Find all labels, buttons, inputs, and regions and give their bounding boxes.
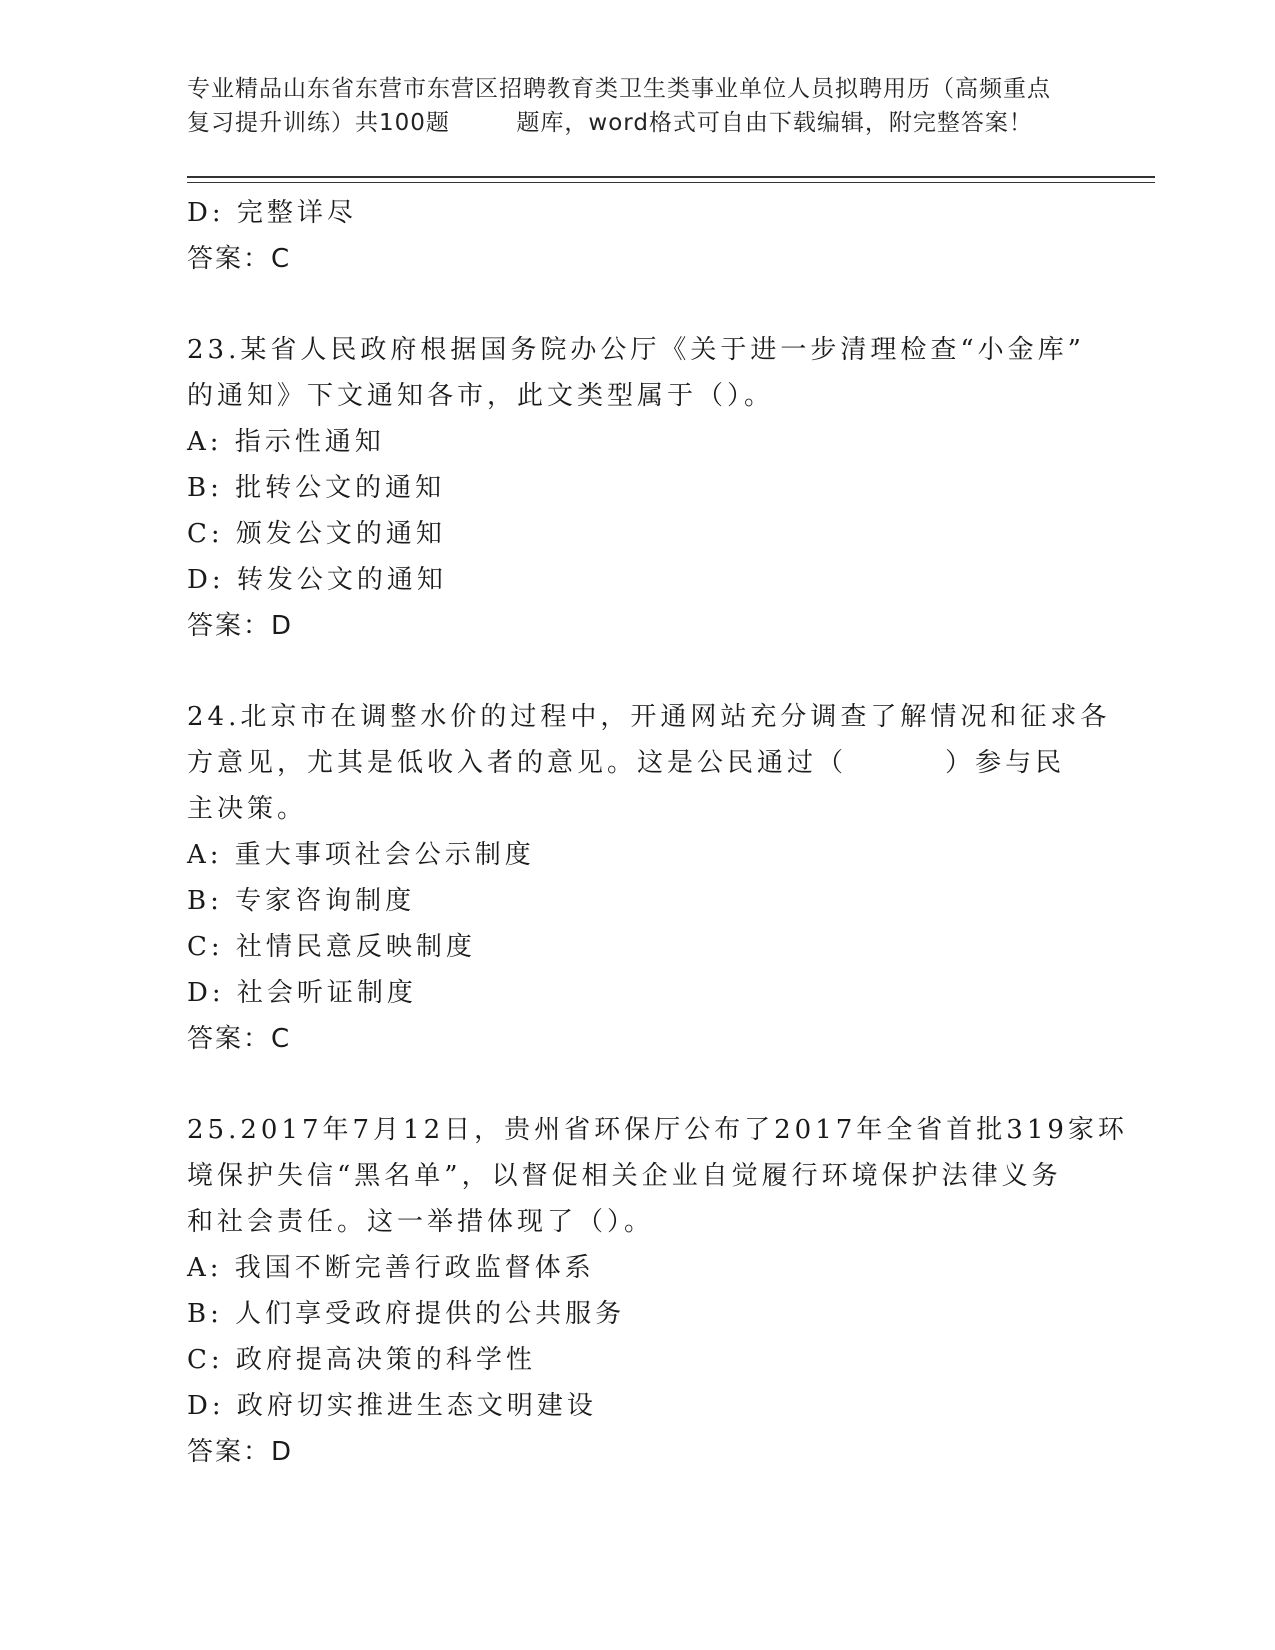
answer-line: 答案：D xyxy=(187,611,294,641)
question-stem-line: 23.某省人民政府根据国务院办公厅《关于进一步清理检查“小金库” xyxy=(187,335,1085,365)
option-d: D: 政府切实推进生态文明建设 xyxy=(187,1391,597,1421)
question-25 xyxy=(187,1107,1128,1475)
question-stem-line: 的通知》下文通知各市，此文类型属于（）。 xyxy=(187,381,775,411)
answer-line: 答案：D xyxy=(187,1437,294,1467)
question-stem-line: 和社会责任。这一举措体现了（）。 xyxy=(187,1207,655,1237)
option-c: C: 社情民意反映制度 xyxy=(187,932,476,962)
option-b: B: 人们享受政府提供的公共服务 xyxy=(187,1299,626,1329)
header-divider-thick xyxy=(187,176,1155,178)
answer-line: 答案：C xyxy=(187,1024,292,1054)
question-stem-line: 方意见，尤其是低收入者的意见。这是公民通过（ ）参与民 xyxy=(187,748,1066,778)
option-b: B: 专家咨询制度 xyxy=(187,886,416,916)
option-a: A: 我国不断完善行政监督体系 xyxy=(187,1253,595,1283)
question-stem-line: 境保护失信“黑名单”，以督促相关企业自觉履行环境保护法律义务 xyxy=(187,1161,1062,1191)
question-stem-line: 主决策。 xyxy=(187,794,308,824)
question-24 xyxy=(187,694,1111,1062)
answer-line: 答案：C xyxy=(187,244,292,274)
option-d: D: 完整详尽 xyxy=(187,198,357,228)
spacer xyxy=(187,649,1087,694)
option-c: C: 政府提高决策的科学性 xyxy=(187,1345,536,1375)
question-23 xyxy=(187,327,1087,649)
option-a: A: 重大事项社会公示制度 xyxy=(187,840,535,870)
question-list xyxy=(187,190,1128,1475)
header-divider-thin xyxy=(187,182,1155,183)
header-line-2: 复习提升训练）共100题 题库，word格式可自由下载编辑，附完整答案！ xyxy=(187,110,1033,136)
option-c: C: 颁发公文的通知 xyxy=(187,519,446,549)
option-d: D: 社会听证制度 xyxy=(187,978,417,1008)
document-header xyxy=(187,72,1087,140)
option-a: A: 指示性通知 xyxy=(187,427,385,457)
question-stem-line: 24.北京市在调整水价的过程中，开通网站充分调查了解情况和征求各 xyxy=(187,702,1111,732)
header-line-1: 专业精品山东省东营市东营区招聘教育类卫生类事业单位人员拟聘用历（高频重点 xyxy=(187,76,1051,102)
question-stem-line: 25.2017年7月12日，贵州省环保厅公布了2017年全省首批319家环 xyxy=(187,1115,1128,1145)
option-b: B: 批转公文的通知 xyxy=(187,473,446,503)
spacer xyxy=(187,1062,1087,1107)
spacer xyxy=(187,282,1087,327)
option-d: D: 转发公文的通知 xyxy=(187,565,447,595)
